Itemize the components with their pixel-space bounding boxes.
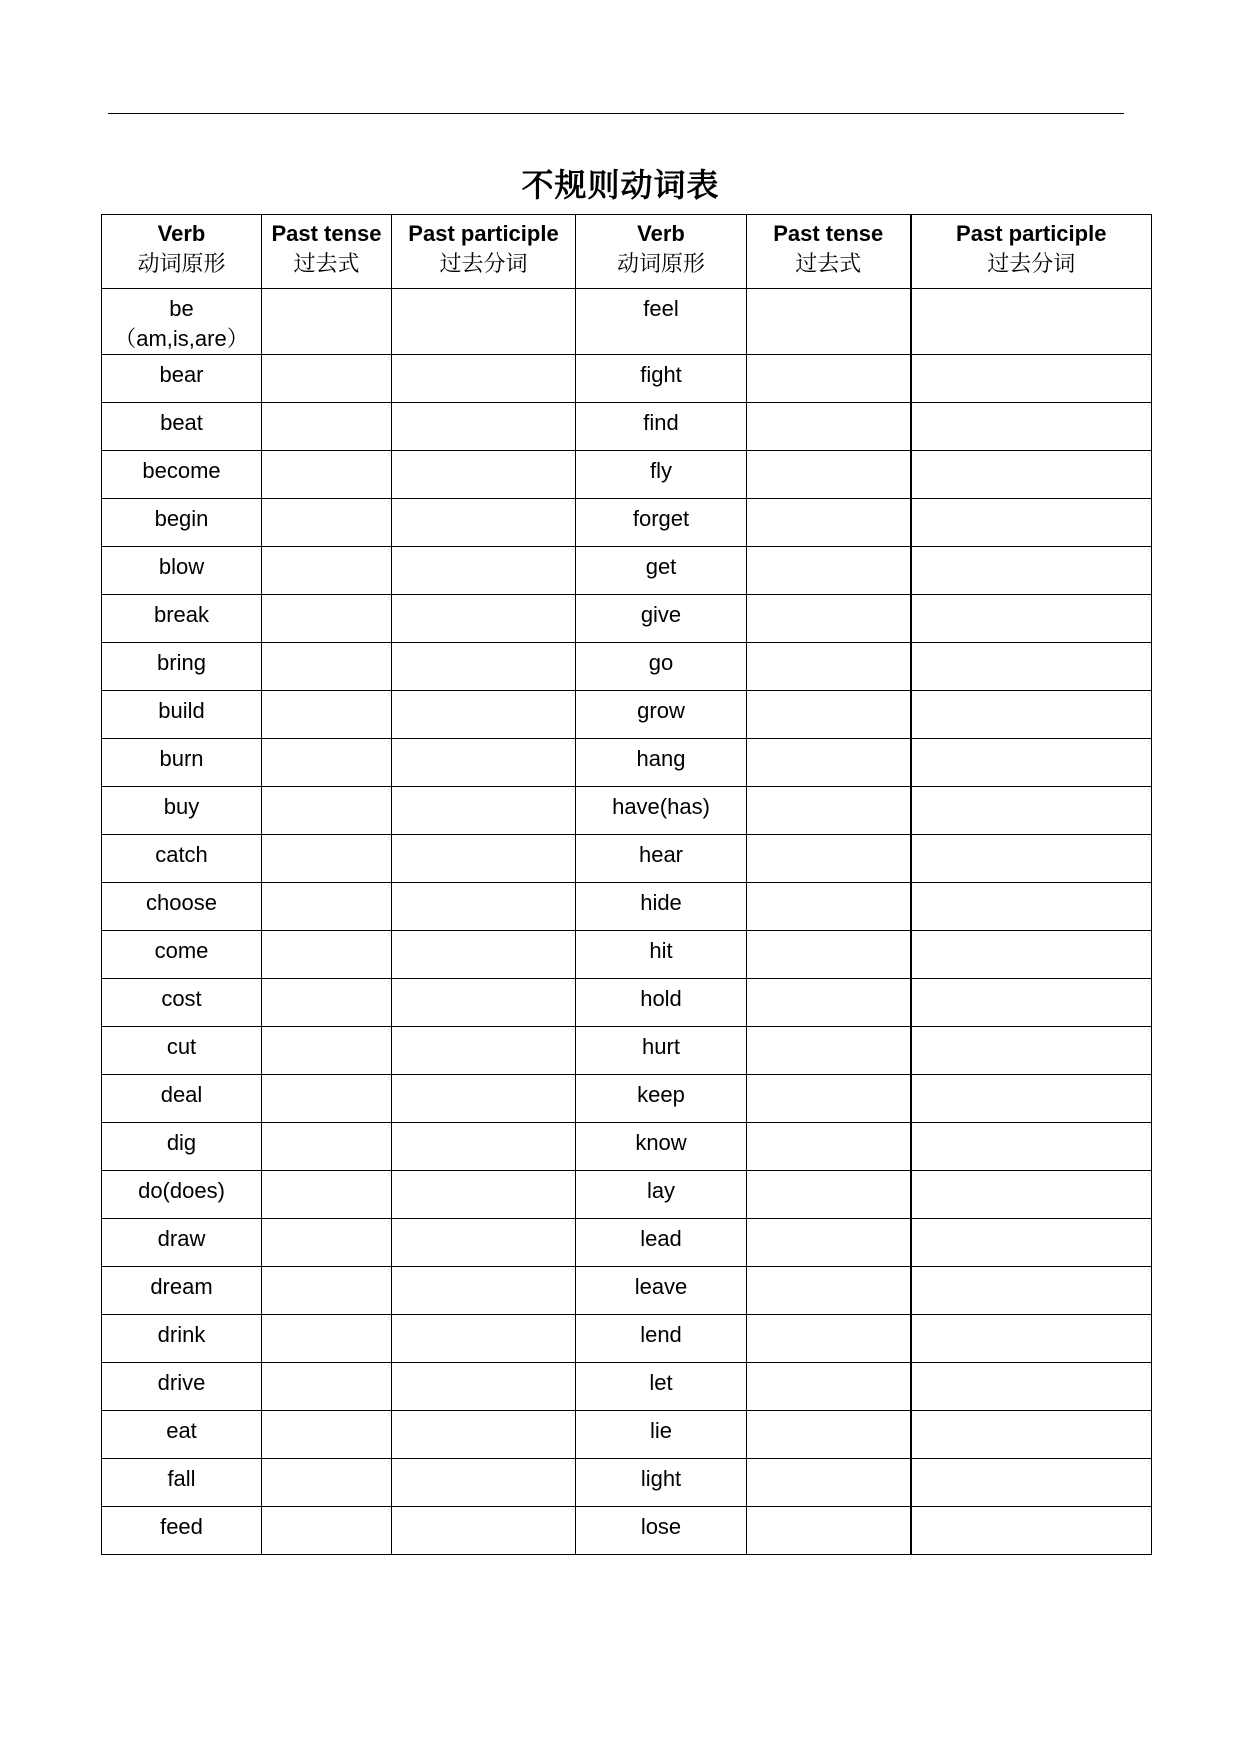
- verb-cell: [576, 1267, 747, 1315]
- verb-base-form: blow: [158, 554, 205, 579]
- verb-cell: [102, 1459, 262, 1507]
- past-tense-blank[interactable]: [747, 1459, 911, 1507]
- past-participle-blank[interactable]: [911, 1027, 1152, 1075]
- past-participle-blank[interactable]: [911, 451, 1152, 499]
- table-row: [102, 1459, 1152, 1507]
- verb-cell: [576, 739, 747, 787]
- past-participle-blank[interactable]: [392, 1507, 576, 1555]
- verb-base-form: lead: [640, 1226, 682, 1251]
- verb-cell: [576, 691, 747, 739]
- verb-cell: [576, 1171, 747, 1219]
- verb-cell: [576, 931, 747, 979]
- past-participle-blank[interactable]: [392, 883, 576, 931]
- verb-base-form: hurt: [642, 1034, 680, 1059]
- past-participle-blank[interactable]: [911, 1075, 1152, 1123]
- verb-base-form: choose: [146, 890, 217, 915]
- verb-rows: [102, 289, 1152, 1555]
- past-tense-blank[interactable]: [747, 595, 911, 643]
- verb-cell: [102, 451, 262, 499]
- past-participle-blank[interactable]: [392, 1267, 576, 1315]
- verb-base-form: cost: [161, 986, 202, 1011]
- past-participle-blank[interactable]: [911, 1219, 1152, 1267]
- past-tense-blank[interactable]: [747, 643, 911, 691]
- verb-cell: [102, 979, 262, 1027]
- verb-base-form: lay: [646, 1178, 676, 1203]
- past-participle-blank[interactable]: [911, 835, 1152, 883]
- past-tense-blank[interactable]: [747, 499, 911, 547]
- header-label-zh: 过去式: [293, 252, 360, 277]
- table-row: [102, 355, 1152, 403]
- verb-base-form: dream: [150, 1274, 213, 1299]
- past-tense-blank[interactable]: [747, 1411, 911, 1459]
- past-tense-blank[interactable]: [262, 931, 392, 979]
- verb-cell: [102, 595, 262, 643]
- verb-base-form: become: [142, 458, 221, 483]
- past-participle-blank[interactable]: [392, 691, 576, 739]
- table-row: [102, 403, 1152, 451]
- past-participle-blank[interactable]: [392, 1171, 576, 1219]
- past-tense-blank[interactable]: [747, 787, 911, 835]
- past-participle-blank[interactable]: [392, 1219, 576, 1267]
- verb-base-form: lie: [649, 1418, 672, 1443]
- verb-cell: [576, 1219, 747, 1267]
- verb-cell: [102, 787, 262, 835]
- past-participle-blank[interactable]: [911, 1459, 1152, 1507]
- past-participle-blank[interactable]: [392, 547, 576, 595]
- past-participle-blank[interactable]: [392, 739, 576, 787]
- verb-cell: [576, 643, 747, 691]
- header-label-en: Verb: [637, 221, 685, 246]
- verb-cell: [576, 289, 747, 355]
- past-tense-blank[interactable]: [262, 499, 392, 547]
- past-tense-blank[interactable]: [747, 1507, 911, 1555]
- verb-base-form: hit: [649, 938, 673, 963]
- header-label-en: Past participle: [956, 221, 1107, 246]
- past-tense-blank[interactable]: [747, 1363, 911, 1411]
- past-tense-blank[interactable]: [747, 979, 911, 1027]
- past-tense-blank[interactable]: [262, 1507, 392, 1555]
- verb-cell: [576, 1075, 747, 1123]
- verb-cell: [102, 355, 262, 403]
- verb-cell: [102, 1507, 262, 1555]
- table-row: [102, 1507, 1152, 1555]
- verb-base-form: leave: [634, 1274, 688, 1299]
- past-tense-blank[interactable]: [747, 289, 911, 355]
- table-row: [102, 1315, 1152, 1363]
- verb-base-form: fall: [167, 1466, 196, 1491]
- past-participle-blank[interactable]: [392, 1027, 576, 1075]
- verb-base-form: feel: [643, 296, 679, 321]
- verb-base-form: eat: [166, 1418, 197, 1443]
- verb-base-form: hold: [640, 986, 682, 1011]
- verb-cell: [576, 1411, 747, 1459]
- verb-base-form: draw: [157, 1226, 206, 1251]
- verb-cell: [576, 979, 747, 1027]
- past-tense-blank[interactable]: [262, 595, 392, 643]
- past-tense-blank[interactable]: [747, 1219, 911, 1267]
- past-participle-blank[interactable]: [911, 355, 1152, 403]
- past-participle-blank[interactable]: [911, 643, 1152, 691]
- past-tense-blank[interactable]: [747, 1267, 911, 1315]
- past-participle-blank[interactable]: [392, 1315, 576, 1363]
- verb-cell: [576, 1363, 747, 1411]
- past-participle-blank[interactable]: [911, 979, 1152, 1027]
- header-label-zh: 动词原形: [137, 252, 226, 277]
- header-label-en: Verb: [157, 221, 206, 246]
- past-participle-blank[interactable]: [392, 355, 576, 403]
- verb-base-form: come: [154, 938, 209, 963]
- verb-cell: [576, 883, 747, 931]
- header-label-zh: 动词原形: [616, 252, 705, 277]
- past-tense-blank[interactable]: [262, 1075, 392, 1123]
- verb-base-form: feed: [160, 1514, 203, 1539]
- header-past-tense: [262, 215, 392, 289]
- past-participle-blank[interactable]: [392, 835, 576, 883]
- verb-base-form: grow: [637, 698, 685, 723]
- past-participle-blank[interactable]: [392, 787, 576, 835]
- verb-base-form: light: [640, 1466, 682, 1491]
- verb-cell: [576, 451, 747, 499]
- past-tense-blank[interactable]: [747, 547, 911, 595]
- verb-base-form: fly: [650, 458, 672, 483]
- verb-base-form: know: [635, 1130, 687, 1155]
- verb-cell: [102, 883, 262, 931]
- past-tense-blank[interactable]: [262, 1411, 392, 1459]
- table-row: [102, 1171, 1152, 1219]
- header-past-tense-2: [747, 215, 911, 289]
- verb-cell: [576, 1027, 747, 1075]
- verb-cell: [102, 643, 262, 691]
- past-tense-blank[interactable]: [262, 1459, 392, 1507]
- table-row: [102, 739, 1152, 787]
- verb-cell: [102, 1267, 262, 1315]
- verb-base-form: fight: [640, 362, 682, 387]
- verb-base-form: do(does): [138, 1178, 225, 1203]
- past-participle-blank[interactable]: [911, 289, 1152, 355]
- verb-base-form: build: [158, 698, 205, 723]
- header-row: [102, 215, 1152, 289]
- past-participle-blank[interactable]: [392, 931, 576, 979]
- irregular-verb-table: [101, 214, 1152, 1555]
- past-participle-blank[interactable]: [392, 403, 576, 451]
- verb-cell: [102, 1027, 262, 1075]
- verb-cell: [576, 547, 747, 595]
- past-participle-blank[interactable]: [911, 1315, 1152, 1363]
- verb-base-form: forget: [632, 506, 690, 531]
- past-participle-blank[interactable]: [911, 883, 1152, 931]
- verb-base-form: catch: [155, 842, 208, 867]
- past-tense-blank[interactable]: [747, 1123, 911, 1171]
- past-tense-blank[interactable]: [747, 883, 911, 931]
- past-tense-blank[interactable]: [747, 835, 911, 883]
- past-tense-blank[interactable]: [747, 1315, 911, 1363]
- table-row: [102, 979, 1152, 1027]
- past-tense-blank[interactable]: [262, 1315, 392, 1363]
- past-participle-blank[interactable]: [392, 1123, 576, 1171]
- verb-base-form: be: [169, 296, 194, 321]
- verb-base-form: burn: [159, 746, 204, 771]
- verb-cell: [576, 1459, 747, 1507]
- past-participle-blank[interactable]: [911, 547, 1152, 595]
- verb-cell: [102, 1411, 262, 1459]
- verb-base-form: drink: [157, 1322, 206, 1347]
- verb-cell: [102, 289, 262, 355]
- header-label-zh: 过去式: [795, 252, 862, 277]
- verb-base-form: hide: [640, 890, 682, 915]
- verb-base-form: drive: [157, 1370, 206, 1395]
- past-participle-blank[interactable]: [392, 1075, 576, 1123]
- past-participle-blank[interactable]: [392, 1411, 576, 1459]
- past-participle-blank[interactable]: [911, 595, 1152, 643]
- table-row: [102, 1075, 1152, 1123]
- header-label-en: Past tense: [271, 221, 382, 246]
- past-participle-blank[interactable]: [911, 691, 1152, 739]
- table-row: [102, 289, 1152, 355]
- table-row: [102, 595, 1152, 643]
- page-title: 不规则动词表: [521, 166, 720, 204]
- past-tense-blank[interactable]: [747, 451, 911, 499]
- verb-cell: [102, 547, 262, 595]
- verb-base-form: give: [640, 602, 682, 627]
- past-tense-blank[interactable]: [262, 547, 392, 595]
- header-label-en: Past tense: [773, 221, 884, 246]
- past-tense-blank[interactable]: [747, 1075, 911, 1123]
- past-tense-blank[interactable]: [747, 355, 911, 403]
- verb-cell: [102, 499, 262, 547]
- past-participle-blank[interactable]: [911, 739, 1152, 787]
- past-participle-blank[interactable]: [911, 1363, 1152, 1411]
- verb-cell: [576, 1123, 747, 1171]
- past-tense-blank[interactable]: [262, 1171, 392, 1219]
- verb-base-form: beat: [160, 410, 203, 435]
- verb-cell: [576, 1315, 747, 1363]
- past-participle-blank[interactable]: [392, 499, 576, 547]
- header-verb-2: [576, 215, 747, 289]
- verb-cell: [102, 1123, 262, 1171]
- past-tense-blank[interactable]: [262, 883, 392, 931]
- verb-base-form: hear: [638, 842, 684, 867]
- past-participle-blank[interactable]: [911, 1411, 1152, 1459]
- verb-base-form: bear: [159, 362, 204, 387]
- past-tense-blank[interactable]: [262, 403, 392, 451]
- verb-base-form: begin: [154, 506, 209, 531]
- verb-cell: [576, 835, 747, 883]
- verb-cell: [102, 1219, 262, 1267]
- header-label-zh: 过去分词: [987, 252, 1076, 277]
- past-participle-blank[interactable]: [911, 1507, 1152, 1555]
- verb-cell: [576, 355, 747, 403]
- past-participle-blank[interactable]: [392, 289, 576, 355]
- header-past-participle-2: [911, 215, 1152, 289]
- past-tense-blank[interactable]: [747, 1027, 911, 1075]
- past-participle-blank[interactable]: [392, 595, 576, 643]
- header-label-en: Past participle: [408, 221, 559, 246]
- verb-base-form: buy: [163, 794, 200, 819]
- verb-base-form: break: [153, 602, 210, 627]
- past-tense-blank[interactable]: [747, 691, 911, 739]
- table-row: [102, 451, 1152, 499]
- verb-base-form: keep: [637, 1082, 685, 1107]
- past-participle-blank[interactable]: [911, 787, 1152, 835]
- verb-cell: [576, 499, 747, 547]
- past-participle-blank[interactable]: [911, 1171, 1152, 1219]
- verb-cell: [576, 403, 747, 451]
- verb-base-form: cut: [166, 1034, 197, 1059]
- past-participle-blank[interactable]: [911, 499, 1152, 547]
- verb-cell: [102, 1315, 262, 1363]
- verb-cell: [102, 931, 262, 979]
- header-rule: [108, 113, 1124, 114]
- table-row: [102, 883, 1152, 931]
- table-row: [102, 1267, 1152, 1315]
- table-row: [102, 643, 1152, 691]
- verb-cell: [102, 739, 262, 787]
- past-tense-blank[interactable]: [262, 355, 392, 403]
- verb-cell: [576, 595, 747, 643]
- verb-cell: [102, 1171, 262, 1219]
- past-participle-blank[interactable]: [392, 643, 576, 691]
- past-tense-blank[interactable]: [262, 1267, 392, 1315]
- past-participle-blank[interactable]: [911, 403, 1152, 451]
- verb-base-form: lose: [640, 1514, 682, 1539]
- past-tense-blank[interactable]: [747, 931, 911, 979]
- verb-base-form: get: [645, 554, 677, 579]
- past-participle-blank[interactable]: [911, 1267, 1152, 1315]
- verb-cell: [102, 835, 262, 883]
- past-participle-blank[interactable]: [911, 931, 1152, 979]
- table-row: [102, 787, 1152, 835]
- verb-base-form: go: [648, 650, 674, 675]
- verb-base-form: have(has): [612, 794, 710, 819]
- verb-base-form: bring: [157, 650, 206, 675]
- table-row: [102, 1219, 1152, 1267]
- past-participle-blank[interactable]: [392, 979, 576, 1027]
- header-past-participle: [392, 215, 576, 289]
- past-tense-blank[interactable]: [262, 451, 392, 499]
- past-participle-blank[interactable]: [392, 1459, 576, 1507]
- table-row: [102, 835, 1152, 883]
- past-tense-blank[interactable]: [262, 691, 392, 739]
- verb-cell: [102, 691, 262, 739]
- verb-base-form: find: [643, 410, 679, 435]
- verb-base-form: hang: [636, 746, 686, 771]
- verb-cell: [102, 403, 262, 451]
- verb-base-form: let: [649, 1370, 673, 1395]
- past-participle-blank[interactable]: [911, 1123, 1152, 1171]
- verb-forms-note: （am,is,are）: [114, 326, 249, 351]
- verb-cell: [576, 787, 747, 835]
- verb-cell: [102, 1363, 262, 1411]
- past-tense-blank[interactable]: [262, 1027, 392, 1075]
- verb-cell: [576, 1507, 747, 1555]
- past-tense-blank[interactable]: [262, 289, 392, 355]
- verb-base-form: lend: [640, 1322, 682, 1347]
- table-row: [102, 691, 1152, 739]
- table-row: [102, 931, 1152, 979]
- header-verb: [102, 215, 262, 289]
- past-tense-blank[interactable]: [747, 403, 911, 451]
- past-tense-blank[interactable]: [262, 1123, 392, 1171]
- table-row: [102, 1411, 1152, 1459]
- past-tense-blank[interactable]: [262, 1363, 392, 1411]
- past-tense-blank[interactable]: [262, 643, 392, 691]
- past-tense-blank[interactable]: [747, 739, 911, 787]
- past-tense-blank[interactable]: [262, 739, 392, 787]
- past-participle-blank[interactable]: [392, 1363, 576, 1411]
- table-row: [102, 547, 1152, 595]
- past-tense-blank[interactable]: [262, 1219, 392, 1267]
- past-tense-blank[interactable]: [747, 1171, 911, 1219]
- verb-base-form: dig: [166, 1130, 197, 1155]
- header-label-zh: 过去分词: [439, 252, 528, 277]
- past-tense-blank[interactable]: [262, 835, 392, 883]
- past-tense-blank[interactable]: [262, 979, 392, 1027]
- table-row: [102, 499, 1152, 547]
- verb-cell: [102, 1075, 262, 1123]
- past-participle-blank[interactable]: [392, 451, 576, 499]
- table-row: [102, 1027, 1152, 1075]
- past-tense-blank[interactable]: [262, 787, 392, 835]
- table-row: [102, 1363, 1152, 1411]
- table-row: [102, 1123, 1152, 1171]
- verb-base-form: deal: [160, 1082, 203, 1107]
